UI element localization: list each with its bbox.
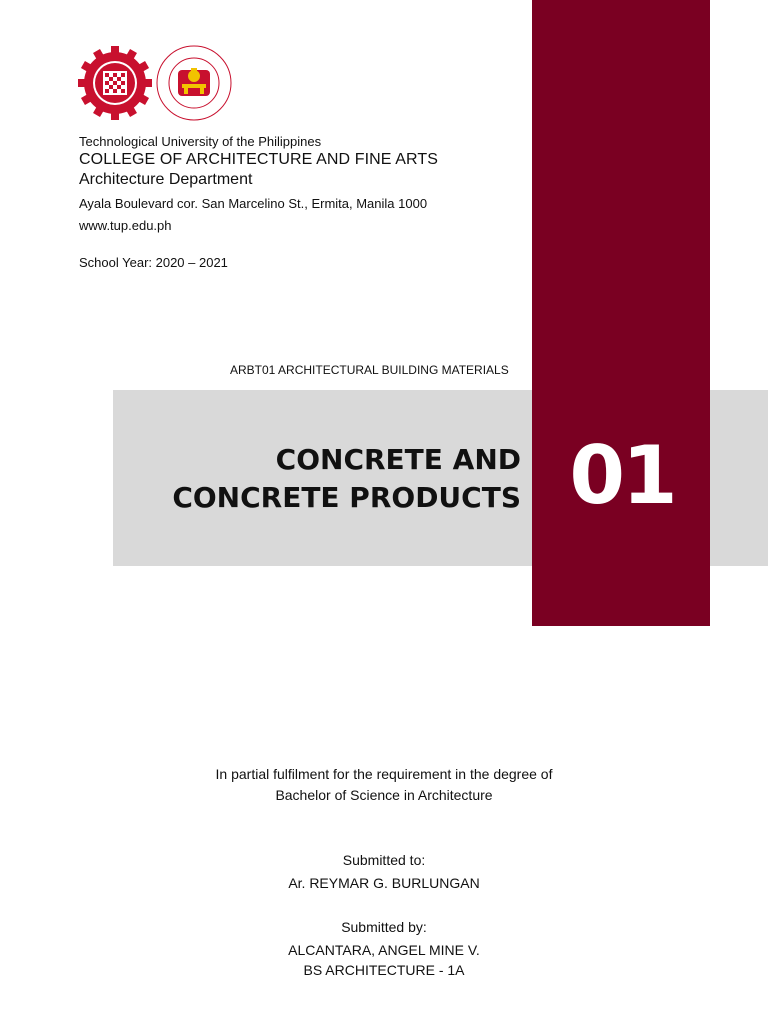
department-name: Architecture Department xyxy=(79,171,253,188)
course-line xyxy=(230,362,509,378)
course-name: ARCHITECTURAL BUILDING MATERIALS xyxy=(278,363,509,377)
institution-header xyxy=(79,134,519,234)
college-name: COLLEGE OF ARCHITECTURE AND FINE ARTS xyxy=(79,151,439,168)
submitted-to-label: Submitted to: xyxy=(342,852,426,868)
title-line-2: CONCRETE PRODUCTS xyxy=(172,481,521,514)
submitted-by-program: BS ARCHITECTURE - 1A xyxy=(303,962,465,978)
submitted-to-name: Ar. REYMAR G. BURLUNGAN xyxy=(288,875,480,891)
requirement-line-1: In partial fulfilment for the requirement in the degree of xyxy=(215,766,553,782)
cafa-seal-icon xyxy=(155,44,233,122)
requirement-line-2: Bachelor of Science in Architecture xyxy=(275,787,493,803)
title-line-1: CONCRETE AND xyxy=(275,443,521,476)
university-name: Technological University of the Philippines xyxy=(79,134,322,149)
submitted-by-label: Submitted by: xyxy=(341,919,427,935)
address: Ayala Boulevard cor. San Marcelino St., Ermita, Manila 1000 xyxy=(79,196,428,211)
document-title xyxy=(130,441,521,517)
website: www.tup.edu.ph xyxy=(79,218,172,233)
course-code: ARBT01 xyxy=(230,363,276,377)
school-year: School Year: 2020 – 2021 xyxy=(79,255,228,270)
accent-bar xyxy=(532,0,710,626)
tup-seal-icon xyxy=(78,46,152,120)
module-number: 01 xyxy=(569,429,675,522)
submitted-by-name: ALCANTARA, ANGEL MINE V. xyxy=(288,942,480,958)
